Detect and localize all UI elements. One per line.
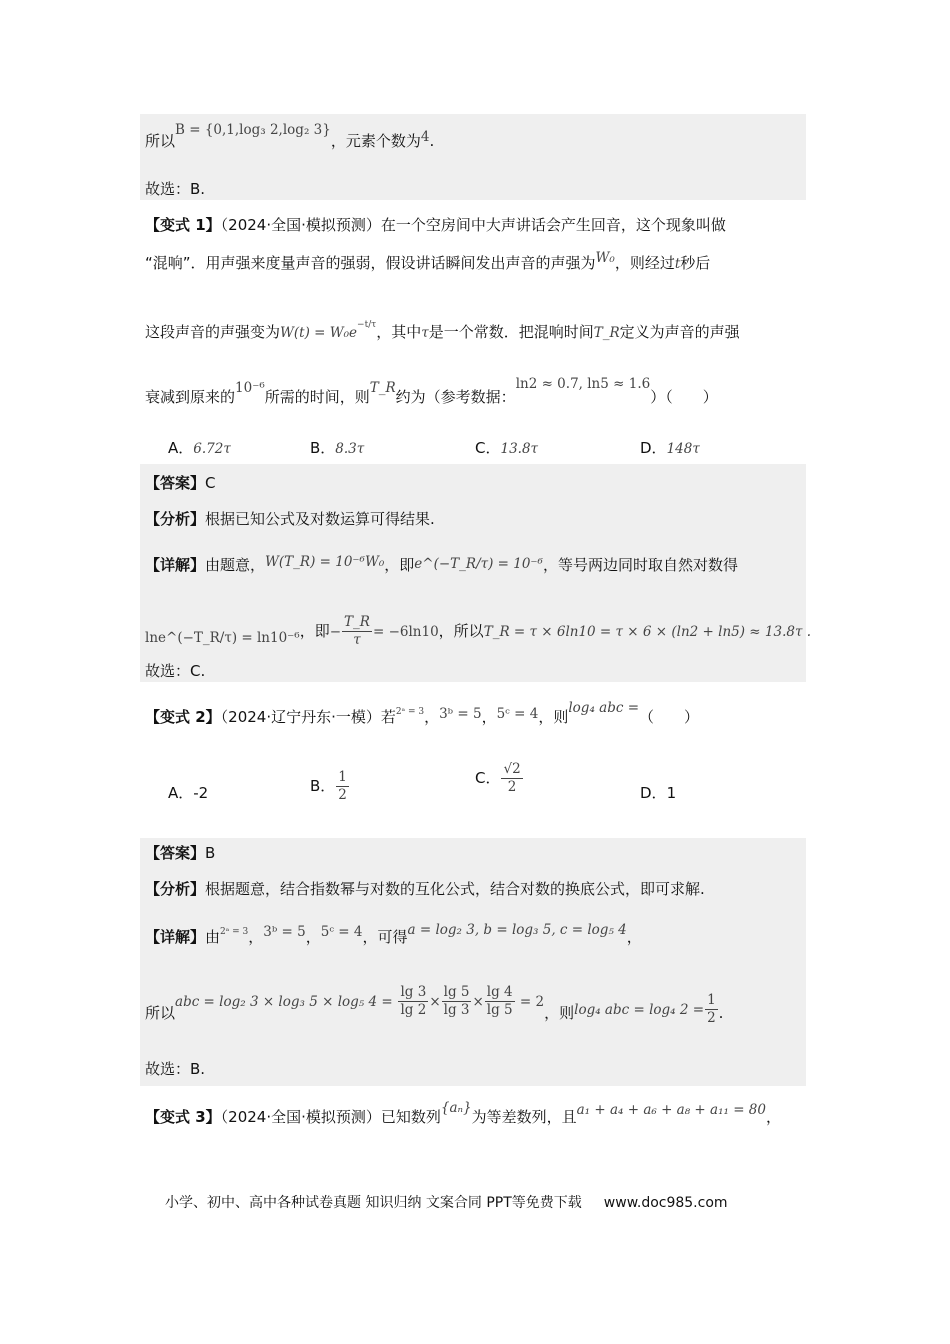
- option-b[interactable]: B． $\frac{1}{2}$: [310, 769, 347, 803]
- answer-line: 【答案】B: [145, 844, 216, 862]
- set-line: 所以B = {0,1,log₃ 2,log₂ 3}，元素个数为4.: [145, 122, 435, 150]
- solution-shade-v2: [140, 838, 806, 1086]
- answer-line: 【答案】C: [145, 474, 216, 492]
- set-formula: B = {0,1,log₃ 2,log₂ 3}: [175, 122, 331, 138]
- option-c[interactable]: C． $\frac{√2}{2}$: [475, 761, 521, 795]
- analysis-line: 【分析】根据题意，结合指数幂与对数的互化公式，结合对数的换底公式，即可求解.: [145, 880, 705, 898]
- detail-line-2: 所以abc = log₂ 3 × log₃ 5 × log₅ 4 = $\frac{\lg 3}{\lg 2}$ × $\frac{\lg 5}{\lg 3}$ × $\frac{\lg 4}{\lg 5}$ = 2，则log₄ abc = log₄ 2 = $\frac{1}{2}$ .: [145, 984, 724, 1026]
- problem-2-line-1: 【变式 2】（2024·辽宁丹东·一模）若$^{2ᵃ = 3}$，3ᵇ = 5，5ᶜ = 4，则log₄ abc =（ ）: [145, 700, 700, 726]
- option-d[interactable]: D．1: [640, 784, 677, 802]
- result-line: 故选：B.: [145, 1060, 206, 1078]
- detail-line-1: 【详解】由$^{2ᵃ = 3}$，3ᵇ = 5，5ᶜ = 4，可得a = log₂ 3, b = log₃ 5, c = log₅ 4，: [145, 922, 642, 946]
- problem-1-line-1: 【变式 1】（2024·全国·模拟预测）在一个空房间中大声讲话会产生回音，这个现象叫做: [145, 216, 726, 234]
- option-a[interactable]: A．6.72τ: [168, 439, 231, 457]
- analysis-line: 【分析】根据已知公式及对数运算可得结果.: [145, 510, 435, 528]
- problem-1-line-2: “混响”．用声强来度量声音的强弱，假设讲话瞬间发出声音的声强为W₀，则经过t秒后: [145, 250, 711, 272]
- result-line: 故选：C.: [145, 662, 206, 680]
- option-b[interactable]: B．8.3τ: [310, 439, 365, 457]
- detail-line-1: 【详解】由题意，W(T_R) = 10⁻⁶W₀，即e^(−T_R/τ) = 10⁻⁶，等号两边同时取自然对数得: [145, 554, 738, 574]
- problem-1-line-3: 这段声音的声强变为$W(t) = W_0e^{-t/\tau}$，其中τ是一个常数．把混响时间T_R定义为声音的声强: [145, 320, 740, 341]
- footer-link[interactable]: www.doc985.com: [603, 1195, 728, 1211]
- option-c[interactable]: C．13.8τ: [475, 439, 539, 457]
- option-d[interactable]: D．148τ: [640, 439, 700, 457]
- result-line: 故选：B.: [145, 180, 206, 198]
- problem-3-line-1: 【变式 3】（2024·全国·模拟预测）已知数列{aₙ}为等差数列，且a₁ + a₄ + a₆ + a₈ + a₁₁ = 80，: [145, 1100, 781, 1126]
- detail-line-2: lne^(−T_R/τ) = ln10⁻⁶，即− $\frac{T\_R}{\tau}$ = −6ln10，所以T_R = τ × 6ln10 = τ × 6 × (ln2 + ln5) ≈ 13.8τ .: [145, 614, 812, 648]
- option-a[interactable]: A．-2: [168, 784, 209, 802]
- page-footer: 小学、初中、高中各种试卷真题 知识归纳 文案合同 PPT等免费下载 www.doc985.com: [165, 1195, 728, 1211]
- problem-1-line-4: 衰减到原来的10⁻⁶所需的时间，则T_R约为（参考数据：ln2 ≈ 0.7, ln5 ≈ 1.6）（ ）: [145, 376, 718, 406]
